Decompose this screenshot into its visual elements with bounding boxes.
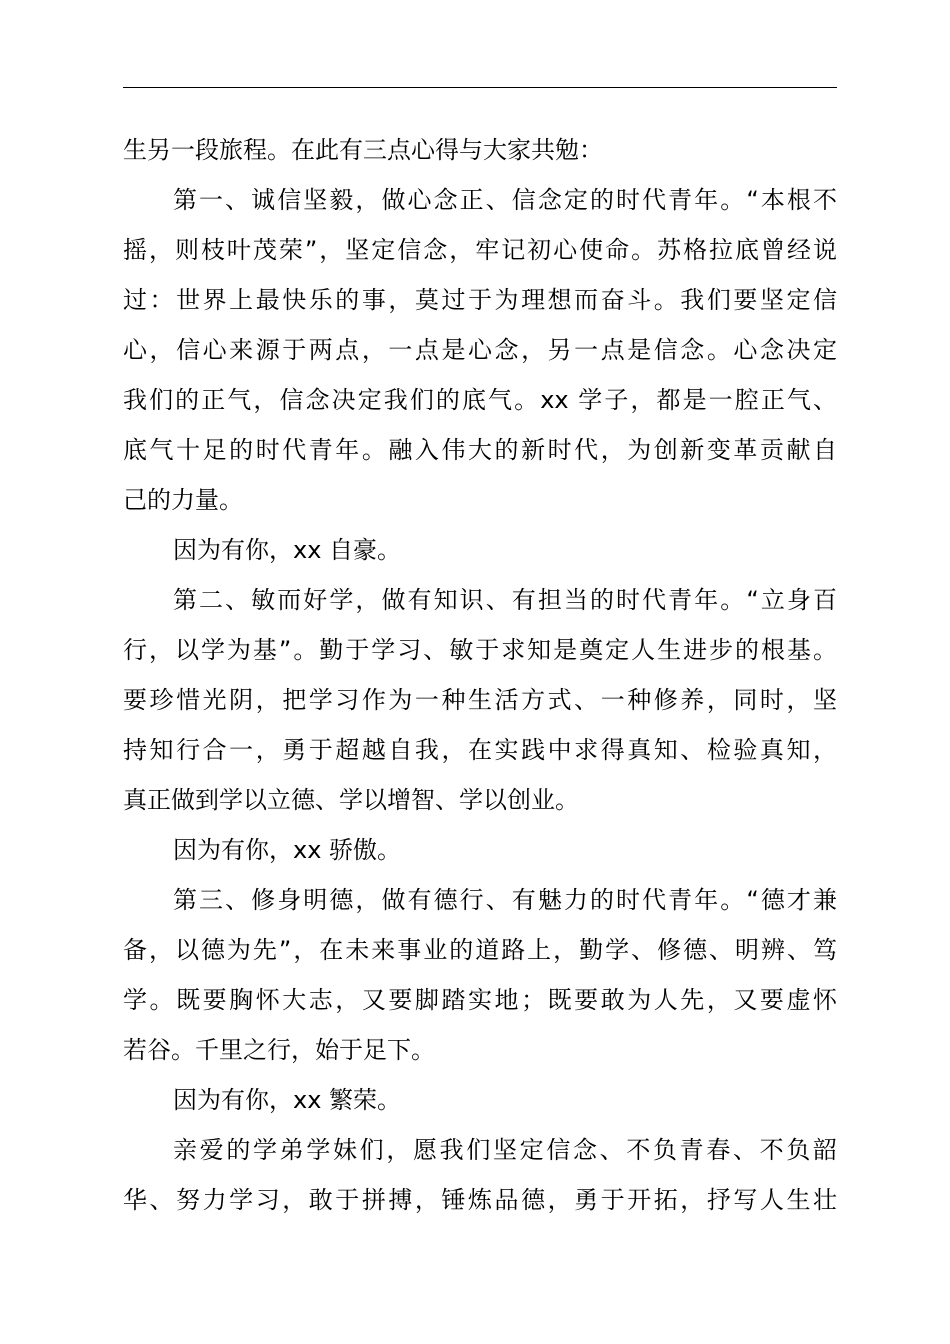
paragraph-line: 己的力量。 xyxy=(123,486,243,514)
paragraph-line: 底气十足的时代青年。融入伟大的新时代，为创新变革贡献自 xyxy=(123,436,837,464)
paragraph-line: 要珍惜光阴，把学习作为一种生活方式、一种修养，同时，坚 xyxy=(123,686,837,714)
paragraph-line: 第三、修身明德，做有德行、有魅力的时代青年。“德才兼 xyxy=(173,886,837,914)
paragraph-line: 备，以德为先”，在未来事业的道路上，勤学、修德、明辨、笃 xyxy=(123,936,837,964)
paragraph-line: 真正做到学以立德、学以增智、学以创业。 xyxy=(123,786,579,814)
paragraph-line: 过：世界上最快乐的事，莫过于为理想而奋斗。我们要坚定信 xyxy=(123,286,837,314)
document-body xyxy=(123,125,837,1225)
paragraph-line: 生另一段旅程。在此有三点心得与大家共勉： xyxy=(123,136,603,164)
paragraph-line: 因为有你，xx 骄傲。 xyxy=(173,836,402,864)
paragraph-line: 第一、诚信坚毅，做心念正、信念定的时代青年。“本根不 xyxy=(173,186,837,214)
paragraph-line: 若谷。千里之行，始于足下。 xyxy=(123,1036,435,1064)
paragraph-line: 学。既要胸怀大志，又要脚踏实地；既要敢为人先，又要虚怀 xyxy=(123,986,837,1014)
paragraph-line: 因为有你，xx 繁荣。 xyxy=(173,1086,402,1114)
paragraph-line: 华、努力学习，敢于拼搏，锤炼品德，勇于开拓，抒写人生壮 xyxy=(123,1186,837,1214)
paragraph-line: 持知行合一，勇于超越自我，在实践中求得真知、检验真知， xyxy=(123,736,837,764)
paragraph-line: 亲爱的学弟学妹们，愿我们坚定信念、不负青春、不负韶 xyxy=(173,1136,837,1164)
paragraph-line: 心，信心来源于两点，一点是心念，另一点是信念。心念决定 xyxy=(123,336,837,364)
paragraph-line: 摇，则枝叶茂荣”，坚定信念，牢记初心使命。苏格拉底曾经说 xyxy=(123,236,837,264)
paragraph-line: 我们的正气，信念决定我们的底气。xx 学子，都是一腔正气、 xyxy=(123,386,837,414)
paragraph-line: 因为有你，xx 自豪。 xyxy=(173,536,402,564)
paragraph-line: 第二、敏而好学，做有知识、有担当的时代青年。“立身百 xyxy=(173,586,837,614)
paragraph-line: 行，以学为基”。勤于学习、敏于求知是奠定人生进步的根基。 xyxy=(123,636,837,664)
header-rule xyxy=(123,87,837,88)
